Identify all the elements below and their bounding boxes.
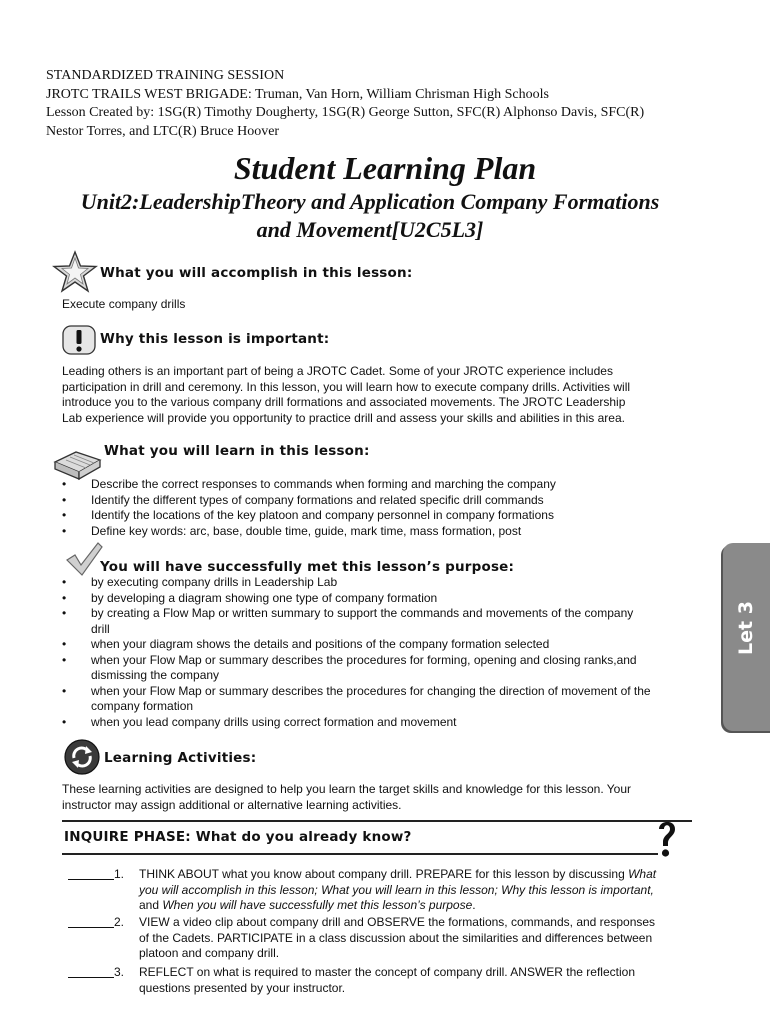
section-divider <box>62 853 658 855</box>
checkoff-blank[interactable] <box>68 965 114 978</box>
learn-list <box>62 477 682 539</box>
list-item: • by executing company drills in Leadership Lab <box>62 575 338 589</box>
important-paragraph <box>62 364 702 426</box>
header-line: Nestor Torres, and LTC(R) Bruce Hoover <box>46 123 280 139</box>
checkoff-blank[interactable] <box>68 915 114 928</box>
checkoff-blank[interactable] <box>68 867 114 880</box>
activity-text: THINK ABOUT what you know about company drill. PREPARE for this lesson by discussing What you will accomplish in this lesson; What you will learn in this lesson; Why this lesson is important, and When you will have successfully met this lesson’s purpose. <box>139 867 657 912</box>
document-header <box>46 67 726 141</box>
header-line: STANDARDIZED TRAINING SESSION <box>46 68 285 83</box>
bullet-icon: • <box>62 508 67 522</box>
activity-item <box>68 915 688 963</box>
activity-text: VIEW a video clip about company drill and OBSERVE the formations, commands, and responses of the Cadets. PARTICIPATE in a class discussion about the similarities and differences between platoon and company drill. <box>139 915 656 960</box>
paragraph-line: introduce you to the various company drill formations and associated movements. The JROTC Leadership <box>62 395 626 409</box>
activity-number: 2. <box>114 915 125 929</box>
activity-number: 1. <box>114 867 125 881</box>
activity-text: REFLECT on what is required to master the concept of company drill. ANSWER the reflection questions presented by your instructor. <box>139 965 635 995</box>
bullet-icon: • <box>62 590 67 605</box>
bullet-icon: • <box>62 492 67 507</box>
subtitle-line: and Movement[U2C5L3] <box>256 217 484 242</box>
lesson-subtitle <box>0 188 740 244</box>
list-item: • Identify the different types of company formations and related specific drill commands <box>62 492 544 507</box>
header-line: Lesson Created by: 1SG(R) Timothy Dougherty, 1SG(R) George Sutton, SFC(R) Alphonso Davis, SFC(R) <box>46 105 645 120</box>
paragraph-line: instructor may assign additional or alternative learning activities. <box>62 797 402 812</box>
bullet-icon: • <box>62 652 67 667</box>
bullet-icon: • <box>62 637 67 651</box>
paragraph-line: participation in drill and ceremony. In this lesson, you will learn how to execute company drills. Activities will <box>62 379 631 394</box>
bullet-icon: • <box>62 477 67 491</box>
list-item: • Identify the locations of the key platoon and company personnel in company formations <box>62 508 554 522</box>
important-heading: Why this lesson is important: <box>100 331 330 347</box>
page-title: Student Learning Plan <box>233 150 537 186</box>
star-icon <box>52 250 98 299</box>
list-item: • when your Flow Map or summary describes the procedures for changing the direction of movement of the company formation <box>62 683 651 713</box>
list-item: • by developing a diagram showing one type of company formation <box>62 590 438 605</box>
paragraph-line: These learning activities are designed to help you learn the target skills and knowledge for this lesson. Your <box>62 782 632 796</box>
question-mark-icon <box>655 818 679 865</box>
bullet-icon: • <box>62 683 67 698</box>
paragraph-line: Leading others is an important part of being a JROTC Cadet. Some of your JROTC experience includes <box>62 364 613 378</box>
bullet-icon: • <box>62 606 67 620</box>
list-item: • Describe the correct responses to commands when forming and marching the company <box>62 477 556 491</box>
bullet-icon: • <box>62 523 67 538</box>
accomplish-text: Execute company drills <box>62 297 186 311</box>
list-item: • when your diagram shows the details and positions of the company formation selected <box>62 637 550 651</box>
subtitle-line: Unit2:LeadershipTheory and Application Company Formations <box>80 189 660 214</box>
exclamation-icon <box>62 325 96 360</box>
activity-item <box>68 867 688 915</box>
section-divider <box>62 820 692 822</box>
list-item: • when you lead company drills using correct formation and movement <box>62 714 457 729</box>
list-item: • by creating a Flow Map or written summary to support the commands and movements of the company drill <box>62 606 634 636</box>
bullet-icon: • <box>62 714 67 729</box>
list-item: • when your Flow Map or summary describes the procedures for forming, opening and closing ranks,and dismissing the company <box>62 652 637 682</box>
activity-number: 3. <box>114 965 125 979</box>
cycle-arrows-icon <box>63 738 101 781</box>
activity-item <box>68 965 688 999</box>
purpose-heading: You will have successfully met this lesson’s purpose: <box>100 559 515 575</box>
inquire-heading: INQUIRE PHASE: What do you already know? <box>64 829 412 845</box>
purpose-list <box>62 575 682 730</box>
header-line: JROTC TRAILS WEST BRIGADE: Truman, Van Horn, William Chrisman High Schools <box>46 86 549 102</box>
list-item: • Define key words: arc, base, double time, guide, mark time, mass formation, post <box>62 523 522 538</box>
accomplish-heading: What you will accomplish in this lesson: <box>100 265 413 281</box>
bullet-icon: • <box>62 575 67 589</box>
paragraph-line: Lab experience will provide you opportunity to practice drill and assess your skills and abilities in this area. <box>62 410 625 425</box>
side-tab-label: Let 3 <box>735 601 757 655</box>
learn-heading: What you will learn in this lesson: <box>104 443 370 459</box>
activities-paragraph <box>62 782 702 813</box>
activities-heading: Learning Activities: <box>104 750 257 766</box>
